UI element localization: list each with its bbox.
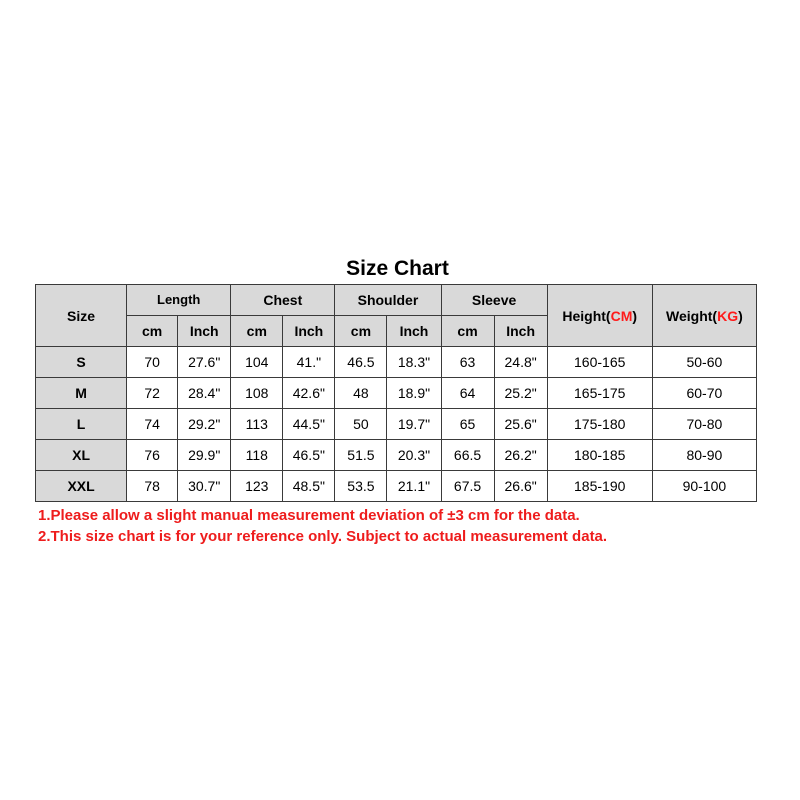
size-cell: XXL [36, 471, 127, 502]
header-sleeve-inch: Inch [494, 316, 547, 347]
length-cm-cell: 76 [127, 440, 178, 471]
header-chest: Chest [231, 285, 335, 316]
sleeve-inch-cell: 26.6" [494, 471, 547, 502]
notes [38, 505, 607, 547]
length-cm-cell: 74 [127, 409, 178, 440]
weight-cell: 70-80 [652, 409, 756, 440]
weight-cell: 60-70 [652, 378, 756, 409]
table-row [36, 440, 757, 471]
chest-cm-cell: 118 [231, 440, 283, 471]
weight-cell: 90-100 [652, 471, 756, 502]
size-cell: L [36, 409, 127, 440]
table-row [36, 409, 757, 440]
shoulder-cm-cell: 46.5 [335, 347, 387, 378]
header-weight [652, 285, 756, 347]
height-cell: 175-180 [547, 409, 652, 440]
chest-inch-cell: 41." [283, 347, 335, 378]
header-row-1 [36, 285, 757, 316]
height-cell: 165-175 [547, 378, 652, 409]
length-cm-cell: 78 [127, 471, 178, 502]
sleeve-inch-cell: 24.8" [494, 347, 547, 378]
shoulder-cm-cell: 48 [335, 378, 387, 409]
header-sleeve: Sleeve [441, 285, 547, 316]
size-table [35, 284, 757, 502]
length-inch-cell: 29.9" [178, 440, 231, 471]
chest-cm-cell: 113 [231, 409, 283, 440]
length-cm-cell: 70 [127, 347, 178, 378]
shoulder-inch-cell: 20.3" [387, 440, 441, 471]
sleeve-inch-cell: 25.2" [494, 378, 547, 409]
shoulder-cm-cell: 50 [335, 409, 387, 440]
height-cell: 185-190 [547, 471, 652, 502]
header-length: Length [127, 285, 231, 316]
header-height-unit: CM [610, 307, 633, 324]
size-cell: M [36, 378, 127, 409]
header-weight-close: ) [738, 307, 743, 324]
sleeve-cm-cell: 64 [441, 378, 494, 409]
header-chest-cm: cm [231, 316, 283, 347]
chest-inch-cell: 44.5" [283, 409, 335, 440]
length-inch-cell: 29.2" [178, 409, 231, 440]
length-inch-cell: 30.7" [178, 471, 231, 502]
header-weight-unit: KG [717, 307, 739, 324]
sleeve-inch-cell: 26.2" [494, 440, 547, 471]
table-row [36, 347, 757, 378]
header-height-close: ) [632, 307, 638, 324]
header-length-inch: Inch [178, 316, 231, 347]
chest-inch-cell: 46.5" [283, 440, 335, 471]
header-size: Size [36, 285, 127, 347]
shoulder-cm-cell: 51.5 [335, 440, 387, 471]
length-cm-cell: 72 [127, 378, 178, 409]
sleeve-cm-cell: 65 [441, 409, 494, 440]
header-shoulder-cm: cm [335, 316, 387, 347]
sleeve-inch-cell: 25.6" [494, 409, 547, 440]
shoulder-inch-cell: 18.3" [387, 347, 441, 378]
chart-title: Size Chart [346, 257, 449, 280]
note-reference: 2.This size chart is for your reference only. Subject to actual measurement data. [38, 528, 608, 545]
chest-cm-cell: 123 [231, 471, 283, 502]
header-height-label: Height( [562, 307, 611, 324]
length-inch-cell: 28.4" [178, 378, 231, 409]
length-inch-cell: 27.6" [178, 347, 231, 378]
header-sleeve-cm: cm [441, 316, 494, 347]
weight-cell: 50-60 [652, 347, 756, 378]
header-chest-inch: Inch [283, 316, 335, 347]
chest-cm-cell: 108 [231, 378, 283, 409]
header-shoulder-inch: Inch [387, 316, 441, 347]
table-row [36, 378, 757, 409]
height-cell: 180-185 [547, 440, 652, 471]
shoulder-cm-cell: 53.5 [335, 471, 387, 502]
weight-cell: 80-90 [652, 440, 756, 471]
header-weight-label: Weight( [666, 307, 718, 324]
height-cell: 160-165 [547, 347, 652, 378]
chest-inch-cell: 48.5" [283, 471, 335, 502]
note-deviation: 1.Please allow a slight manual measurement deviation of ±3 cm for the data. [38, 507, 580, 524]
sleeve-cm-cell: 67.5 [441, 471, 494, 502]
shoulder-inch-cell: 19.7" [387, 409, 441, 440]
sleeve-cm-cell: 63 [441, 347, 494, 378]
header-height [547, 285, 652, 347]
size-cell: S [36, 347, 127, 378]
shoulder-inch-cell: 18.9" [387, 378, 441, 409]
sleeve-cm-cell: 66.5 [441, 440, 494, 471]
chest-cm-cell: 104 [231, 347, 283, 378]
table-row [36, 471, 757, 502]
size-cell: XL [36, 440, 127, 471]
chest-inch-cell: 42.6" [283, 378, 335, 409]
shoulder-inch-cell: 21.1" [387, 471, 441, 502]
header-length-cm: cm [127, 316, 178, 347]
header-shoulder: Shoulder [335, 285, 441, 316]
